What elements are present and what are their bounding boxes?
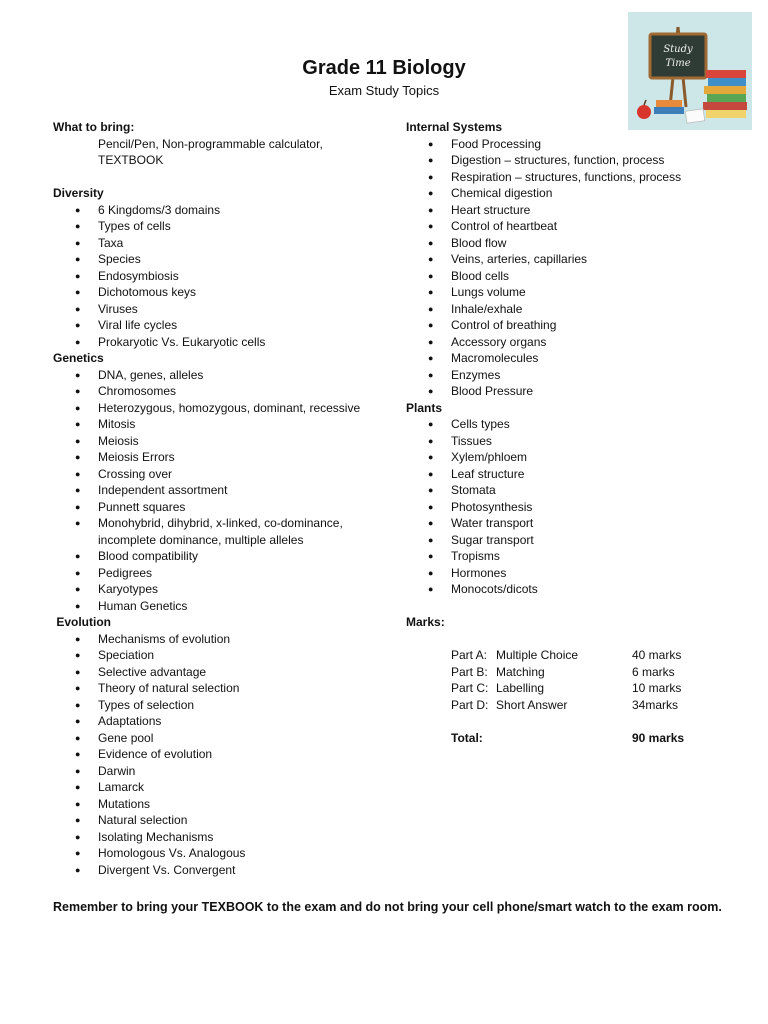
- table-row-spacer: [451, 713, 732, 730]
- list-item: ● Monocots/dicots: [406, 581, 746, 598]
- book-icon: [654, 107, 684, 114]
- list-item: ● Enzymes: [406, 367, 746, 384]
- marks-total-value: 90 marks: [632, 730, 685, 745]
- list-item: ● Digestion – structures, function, process: [406, 152, 746, 169]
- apple-stem-icon: [644, 100, 646, 105]
- chalkboard-icon: [650, 34, 706, 78]
- book-icon: [708, 78, 746, 86]
- list-item: ● 6 Kingdoms/3 domains: [53, 202, 398, 219]
- list-item: ● Mutations: [53, 796, 398, 813]
- chalkboard-text-study: Study: [663, 44, 693, 55]
- list-item: ● Blood compatibility: [53, 548, 398, 565]
- book-icon: [703, 102, 747, 110]
- list-item: ● Prokaryotic Vs. Eukaryotic cells: [53, 334, 398, 351]
- list-item: ● Leaf structure: [406, 466, 746, 483]
- list-item: ● Heart structure: [406, 202, 746, 219]
- table-row: [451, 697, 732, 714]
- chalkboard-text-time: Time: [665, 58, 691, 69]
- list-item: ● Viruses: [53, 301, 398, 318]
- list-item: ● Control of heartbeat: [406, 218, 746, 235]
- list-item: ● Speciation: [53, 647, 398, 664]
- list-item: ● Cells types: [406, 416, 746, 433]
- what-to-bring-heading: What to bring:: [53, 120, 135, 134]
- genetics-list-continued: [53, 548, 398, 614]
- genetics-heading: Genetics: [53, 351, 104, 365]
- list-item: ● Sugar transport: [406, 532, 746, 549]
- list-item: ● Isolating Mechanisms: [53, 829, 398, 846]
- list-item: ● Food Processing: [406, 136, 746, 153]
- table-row: [451, 664, 732, 681]
- list-item: ● Blood Pressure: [406, 383, 746, 400]
- list-item: ● Theory of natural selection: [53, 680, 398, 697]
- list-item: ● Xylem/phloem: [406, 449, 746, 466]
- list-item: ● Endosymbiosis: [53, 268, 398, 285]
- marks-value: 10 marks: [632, 681, 682, 695]
- list-item: ● Accessory organs: [406, 334, 746, 351]
- marks-value: 6 marks: [632, 664, 675, 679]
- internal-systems-list: [406, 136, 746, 400]
- diversity-heading: Diversity: [53, 186, 104, 200]
- list-item: ● Control of breathing: [406, 317, 746, 334]
- list-item: ● Dichotomous keys: [53, 284, 398, 301]
- list-item: ● Stomata: [406, 482, 746, 499]
- table-row-total: [451, 730, 732, 747]
- list-item: ● Heterozygous, homozygous, dominant, recessive: [53, 400, 398, 417]
- marks-section-name: Matching: [496, 664, 545, 679]
- list-item: ● Gene pool: [53, 730, 398, 747]
- right-column: [406, 119, 746, 746]
- marks-part: Part C:: [451, 681, 489, 695]
- book-icon: [704, 86, 746, 94]
- list-item: ● Karyotypes: [53, 581, 398, 598]
- marks-part: Part D:: [451, 697, 489, 712]
- marks-part: Part A:: [451, 648, 488, 662]
- marks-section-name: Multiple Choice: [496, 648, 579, 662]
- left-column: [53, 119, 398, 878]
- list-item: ● Crossing over: [53, 466, 398, 483]
- plants-heading: Plants: [406, 400, 443, 415]
- table-row: [451, 680, 732, 697]
- list-item: ● Selective advantage: [53, 664, 398, 681]
- list-item: ● Adaptations: [53, 713, 398, 730]
- list-item: ● Water transport: [406, 515, 746, 532]
- marks-value: 40 marks: [632, 648, 682, 662]
- list-item: ● Veins, arteries, capillaries: [406, 251, 746, 268]
- list-item: ● Lamarck: [53, 779, 398, 796]
- list-item: ● Divergent Vs. Convergent: [53, 862, 398, 879]
- genetics-list: [53, 367, 398, 532]
- list-item: ● Pedigrees: [53, 565, 398, 582]
- list-item: ● Respiration – structures, functions, process: [406, 169, 746, 186]
- list-item: ● Meiosis: [53, 433, 398, 450]
- list-item: ● Chromosomes: [53, 383, 398, 400]
- plants-list: [406, 416, 746, 598]
- list-item: ● Monohybrid, dihybrid, x-linked, co-dominance,: [53, 515, 398, 532]
- list-item: ● Meiosis Errors: [53, 449, 398, 466]
- list-item: ● Tissues: [406, 433, 746, 450]
- list-item: ● Evidence of evolution: [53, 746, 398, 763]
- marks-total-label: Total:: [451, 730, 483, 745]
- marks-heading: Marks:: [406, 615, 445, 629]
- list-item: ● Mitosis: [53, 416, 398, 433]
- page-title: Grade 11 Biology: [302, 57, 466, 79]
- list-item: ● Homologous Vs. Analogous: [53, 845, 398, 862]
- diversity-list: [53, 202, 398, 351]
- book-icon: [656, 100, 682, 107]
- list-item: ● Types of cells: [53, 218, 398, 235]
- list-item: ● Mechanisms of evolution: [53, 631, 398, 648]
- list-item: ● Blood cells: [406, 268, 746, 285]
- evolution-heading: Evolution: [53, 615, 111, 629]
- list-item: ● Darwin: [53, 763, 398, 780]
- book-icon: [707, 94, 746, 102]
- study-time-illustration-svg: [628, 12, 752, 130]
- list-item: ● Inhale/exhale: [406, 301, 746, 318]
- list-item: ● Human Genetics: [53, 598, 398, 615]
- book-icon: [706, 70, 746, 78]
- list-item: ● Taxa: [53, 235, 398, 252]
- spacer: [406, 631, 746, 648]
- table-row: [451, 647, 732, 664]
- spacer: [53, 169, 398, 186]
- spacer: [406, 598, 746, 615]
- list-item: ● Species: [53, 251, 398, 268]
- list-item: ● Hormones: [406, 565, 746, 582]
- list-item: ● Photosynthesis: [406, 499, 746, 516]
- marks-table: [451, 647, 732, 746]
- what-to-bring-line: Pencil/Pen, Non-programmable calculator,: [98, 136, 323, 151]
- internal-systems-heading: Internal Systems: [406, 120, 503, 134]
- what-to-bring-line: TEXTBOOK: [98, 153, 164, 167]
- list-item: ● Chemical digestion: [406, 185, 746, 202]
- list-item: ● Lungs volume: [406, 284, 746, 301]
- list-item: ● Tropisms: [406, 548, 746, 565]
- list-item: ● Independent assortment: [53, 482, 398, 499]
- marks-value: 34marks: [632, 697, 679, 712]
- exam-reminder: Remember to bring your TEXBOOK to the exam and do not bring your cell phone/smart watch to the exam room.: [53, 900, 722, 914]
- list-item-continuation: incomplete dominance, multiple alleles: [98, 532, 304, 547]
- marks-part: Part B:: [451, 664, 488, 679]
- list-item: ● DNA, genes, alleles: [53, 367, 398, 384]
- list-item: ● Types of selection: [53, 697, 398, 714]
- book-icon: [706, 110, 746, 118]
- list-item: ● Viral life cycles: [53, 317, 398, 334]
- list-item: ● Macromolecules: [406, 350, 746, 367]
- evolution-list: [53, 631, 398, 879]
- list-item: ● Natural selection: [53, 812, 398, 829]
- study-time-illustration: [628, 12, 752, 130]
- apple-icon: [637, 105, 651, 119]
- marks-section-name: Short Answer: [496, 697, 568, 712]
- page-subtitle: Exam Study Topics: [328, 83, 440, 98]
- marks-section-name: Labelling: [496, 681, 545, 695]
- list-item: ● Punnett squares: [53, 499, 398, 516]
- list-item: ● Blood flow: [406, 235, 746, 252]
